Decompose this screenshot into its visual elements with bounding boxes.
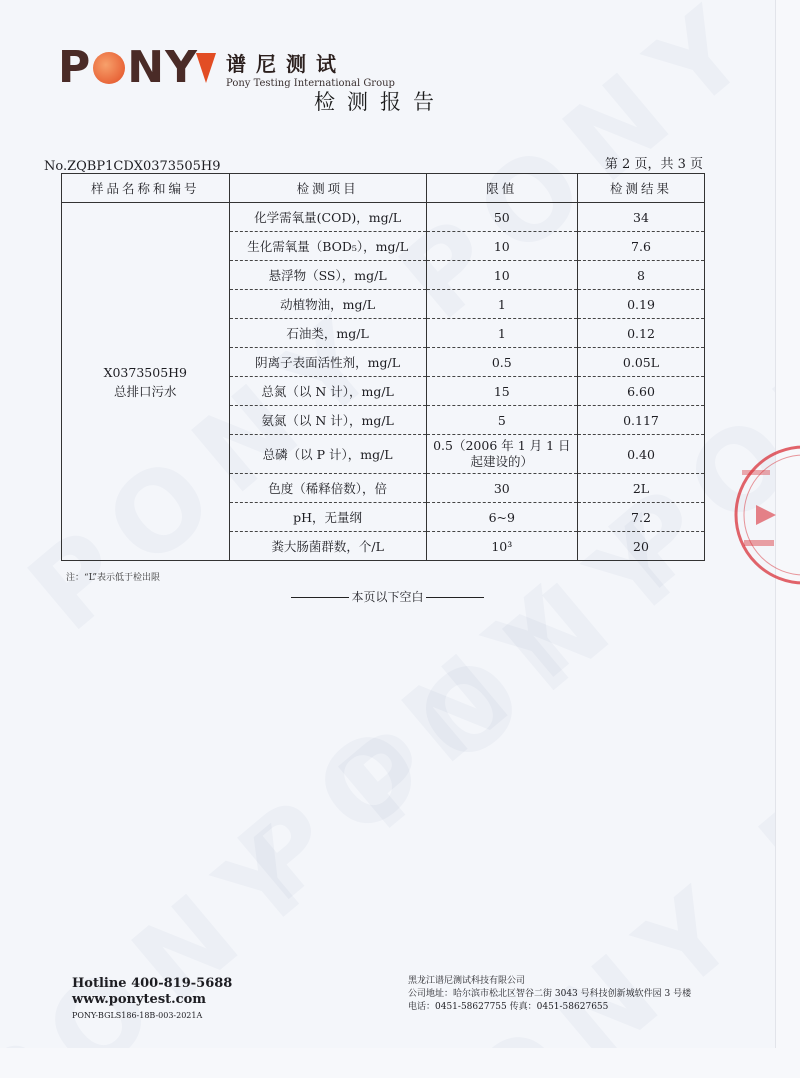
limit-cell: 10³ [426,532,577,561]
item-cell: 色度（稀释倍数），倍 [229,474,426,503]
footnote: 注：“L”表示低于检出限 [66,573,161,583]
item-cell: 石油类，mg/L [229,319,426,348]
result-cell: 34 [578,203,705,232]
company-phone: 电话：0451-58627755 传真：0451-58627655 [408,1002,609,1012]
brand-block [226,48,395,89]
result-cell: 0.40 [578,435,705,474]
pony-logo: P NY [58,46,216,90]
item-cell: 生化需氧量（BOD₅），mg/L [229,232,426,261]
header-sample: 样品名称和编号 [62,174,230,203]
header-limit: 限值 [426,174,577,203]
item-cell: 总磷（以 P 计），mg/L [229,435,426,474]
result-cell: 2L [578,474,705,503]
footer-contact [72,976,232,1020]
sample-id: X0373505H9 [103,364,188,380]
item-cell: 氨氮（以 N 计），mg/L [229,406,426,435]
item-cell: 总氮（以 N 计），mg/L [229,377,426,406]
table-header-row [62,174,705,203]
official-seal-stamp [734,440,782,590]
item-cell: 悬浮物（SS），mg/L [229,261,426,290]
item-cell: 阴离子表面活性剂，mg/L [229,348,426,377]
item-cell: 动植物油，mg/L [229,290,426,319]
limit-cell: 5 [426,406,577,435]
item-cell: 粪大肠菌群数，个/L [229,532,426,561]
limit-cell: 30 [426,474,577,503]
header-result: 检测结果 [578,174,705,203]
report-number: No.ZQBP1CDX0373505H9 [44,159,221,174]
result-cell: 0.117 [578,406,705,435]
website: www.ponytest.com [72,992,207,1007]
limit-cell: 10 [426,232,577,261]
report-title: 检测报告 [314,90,446,114]
item-cell: 化学需氧量(COD)，mg/L [229,203,426,232]
header-item: 检测项目 [229,174,426,203]
blank-below-note [0,588,775,605]
result-cell: 8 [578,261,705,290]
result-cell: 0.05L [578,348,705,377]
limit-cell: 15 [426,377,577,406]
table-row [62,203,705,232]
company-address: 公司地址：哈尔滨市松北区智谷二街 3043 号科技创新城软件园 3 号楼 [408,989,692,999]
divider-left [291,597,349,598]
divider-right [426,597,484,598]
blank-below-text: 本页以下空白 [351,590,424,604]
form-code: PONY-BGLS186-18B-003-2021A [72,1011,203,1020]
result-cell: 20 [578,532,705,561]
limit-cell: 10 [426,261,577,290]
limit-cell: 0.5（2006 年 1 月 1 日起建设的） [426,435,577,474]
hotline: Hotline 400-819-5688 [72,976,233,991]
result-cell: 0.19 [578,290,705,319]
sample-name: 总排口污水 [114,383,177,399]
limit-cell: 1 [426,290,577,319]
result-cell: 7.6 [578,232,705,261]
brand-english-name: Pony Testing International Group [226,78,395,89]
item-cell: pH，无量纲 [229,503,426,532]
brand-chinese-name: 谱尼测试 [226,52,346,76]
sample-cell [62,203,230,561]
company-name: 黑龙江谱尼测试科技有限公司 [408,976,526,986]
page-indicator: 第 2 页，共 3 页 [604,157,703,172]
limit-cell: 50 [426,203,577,232]
footer-company [408,975,691,1014]
limit-cell: 0.5 [426,348,577,377]
result-cell: 7.2 [578,503,705,532]
result-cell: 0.12 [578,319,705,348]
limit-cell: 6~9 [426,503,577,532]
limit-cell: 1 [426,319,577,348]
results-table [61,173,705,561]
result-cell: 6.60 [578,377,705,406]
